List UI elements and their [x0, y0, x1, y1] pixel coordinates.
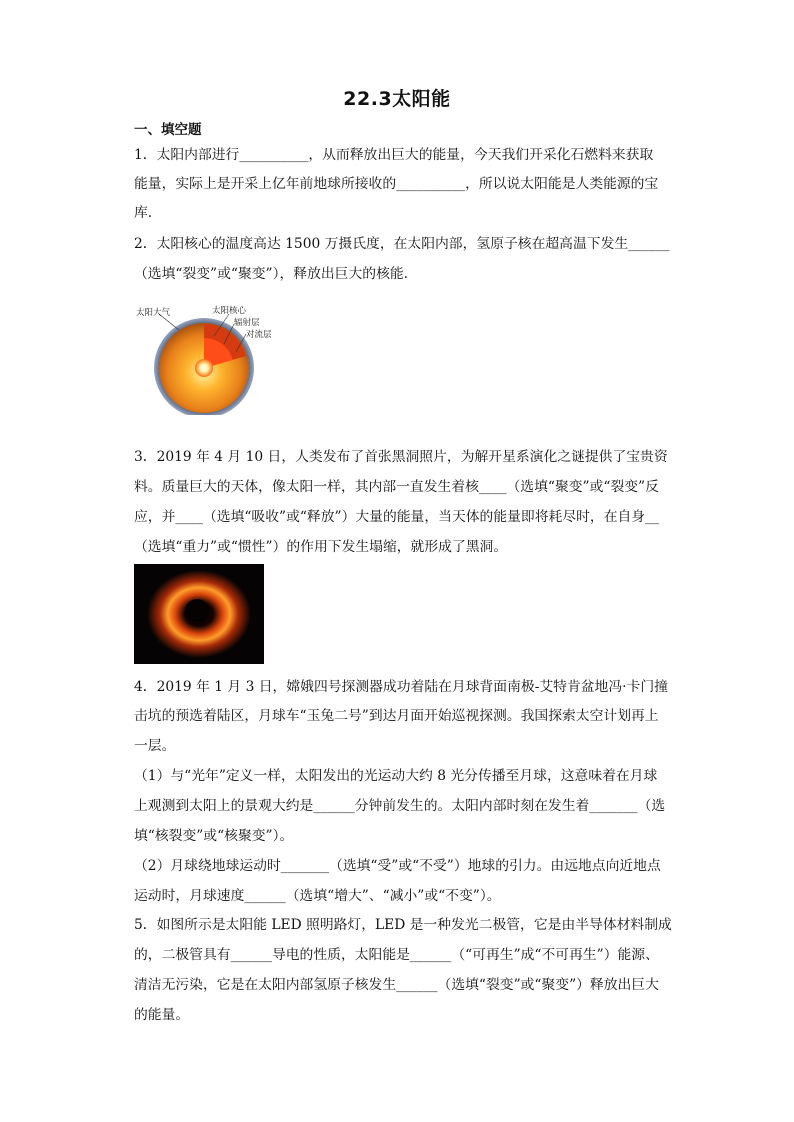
label-sun-core: 太阳核心 [212, 306, 247, 316]
sun-core [195, 359, 213, 377]
black-hole-figure [134, 564, 264, 664]
q4-part2-line-2: 运动时，月球速度______（选填“增大”、“减小”或“不变”）。 [134, 888, 501, 904]
black-hole-shadow [185, 599, 209, 623]
q4-part1-line-1: （1）与“光年”定义一样，太阳发出的光运动大约 8 光分传播至月球，这意味着在月球 [134, 768, 658, 784]
q5-line-2: 的，二极管具有______导电的性质，太阳能是______（“可再生”成“不可再生”）能源、 [134, 947, 659, 963]
black-hole-image [134, 564, 264, 664]
q4-part2-line-1: （2）月球绕地球运动时_______（选填“受”或“不受”）地球的引力。由远地点向近地点 [134, 858, 661, 874]
q4-line-3: 一层。 [134, 738, 176, 754]
section-heading: 一、填空题 [134, 122, 202, 138]
sun-structure-figure [134, 300, 284, 415]
q3-line-3: 应，并____（选填“吸收”或“释放”）大量的能量，当天体的能量即将耗尽时，在自身__ [134, 509, 659, 525]
page-title: 22.3太阳能 [343, 88, 451, 110]
q1-line-3: 库. [134, 205, 153, 221]
q2-line-2: （选填“裂变”或“聚变”），释放出巨大的核能. [134, 266, 409, 282]
q2-line-1: 2．太阳核心的温度高达 1500 万摄氏度，在太阳内部，氢原子核在超高温下发生______ [134, 236, 670, 252]
q4-line-2: 击坑的预选着陆区，月球车“玉兔二号”到达月面开始巡视探测。我国探索太空计划再上 [134, 708, 659, 724]
q4-line-1: 4．2019 年 1 月 3 日，嫦娥四号探测器成功着陆在月球背面南极-艾特肯盆地冯·卡门撞 [134, 679, 668, 695]
label-convection-zone: 对流层 [246, 330, 272, 340]
q5-line-3: 清洁无污染，它是在太阳内部氢原子核发生______（选填“裂变”或“聚变”）释放出巨大 [134, 977, 659, 993]
q5-line-4: 的能量。 [134, 1007, 190, 1023]
q4-part1-line-2: 上观测到太阳上的景观大约是______分钟前发生的。太阳内部时刻在发生着_______（选 [134, 798, 666, 814]
q5-line-1: 5．如图所示是太阳能 LED 照明路灯，LED 是一种发光二极管，它是由半导体材料制成 [134, 917, 672, 933]
label-radiation-zone: 辐射层 [234, 318, 260, 328]
label-sun-atmosphere: 太阳大气 [136, 308, 171, 318]
q1-line-2: 能量，实际上是开采上亿年前地球所接收的__________，所以说太阳能是人类能源的宝 [134, 176, 659, 192]
q4-part1-line-3: 填“核裂变”或“核聚变”）。 [134, 828, 294, 844]
q3-line-1: 3．2019 年 4 月 10 日，人类发布了首张黑洞照片，为解开星系演化之谜提供了宝贵资 [134, 449, 668, 465]
q3-line-4: （选填“重力”或“惯性”）的作用下发生塌缩，就形成了黑洞。 [134, 539, 508, 555]
q1-line-1: 1．太阳内部进行__________，从而释放出巨大的能量，今天我们开采化石燃料来获取 [134, 147, 654, 163]
q3-line-2: 料。质量巨大的天体，像太阳一样，其内部一直发生着核____（选填“聚变”或“裂变”反 [134, 479, 659, 495]
